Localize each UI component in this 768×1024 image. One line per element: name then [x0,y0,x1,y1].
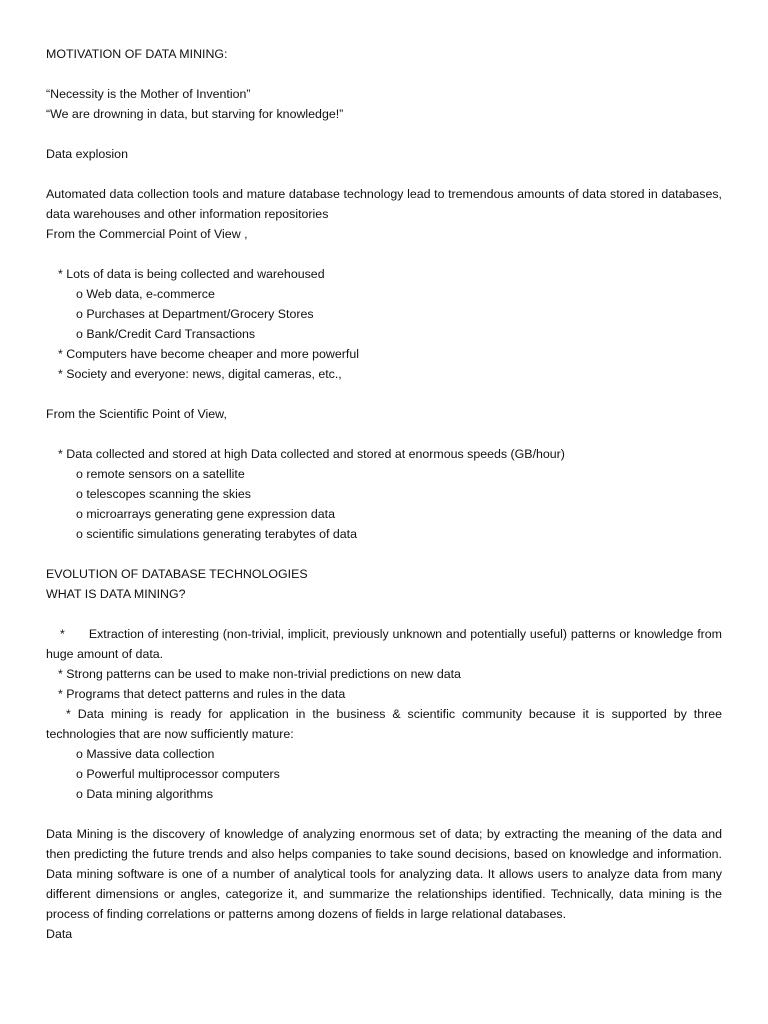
quote-drowning: “We are drowning in data, but starving for knowledge!” [46,107,344,121]
bullet-what-4: * Data mining is ready for application in the business & scientific community because it is supported by three technologies that are now sufficiently mature: [46,707,722,741]
sub-bullet-commercial-1: o Web data, e-commerce [76,287,215,301]
sub-bullet-what-2: o Powerful multiprocessor computers [76,767,280,781]
trailing-text: Data [46,927,73,941]
sub-bullet-scientific-4: o scientific simulations generating terabytes of data [76,527,358,541]
bullet-star: * [60,627,65,641]
subheading-commercial: From the Commercial Point of View , [46,227,248,241]
quote-necessity: “Necessity is the Mother of Invention” [46,87,251,101]
spacer [46,424,722,444]
sub-bullet-what-3: o Data mining algorithms [76,787,214,801]
spacer [46,64,722,84]
spacer [46,544,722,564]
spacer [46,384,722,404]
section-heading-what-is: WHAT IS DATA MINING? [46,587,186,601]
bullet-what-2: * Strong patterns can be used to make non-trivial predictions on new data [58,667,461,681]
bullet-what-1 [46,624,722,664]
subheading-scientific: From the Scientific Point of View, [46,407,227,421]
sub-bullet-commercial-2: o Purchases at Department/Grocery Stores [76,307,314,321]
spacer [46,604,722,624]
paragraph-definition: Data Mining is the discovery of knowledge of analyzing enormous set of data; by extracting the meaning of the data and then predicting the future trends and also helps companies to take sound decisions, based on knowledge and information. Data mining software is one of a number of analytical tools for analyzing data. It allows users to analyze data from many different dimensions or angles, categorize it, and summarize the relationships identified. Technically, data mining is the process of finding correlations or patterns among dozens of fields in large relational databases. [46,827,722,921]
paragraph-data-explosion: Automated data collection tools and mature database technology lead to tremendous amounts of data stored in databases, data warehouses and other information repositories [46,187,722,221]
spacer [46,124,722,144]
sub-bullet-scientific-2: o telescopes scanning the skies [76,487,251,501]
spacer [46,244,722,264]
sub-bullet-commercial-3: o Bank/Credit Card Transactions [76,327,256,341]
sub-bullet-what-1: o Massive data collection [76,747,215,761]
bullet-what-1-text: Extraction of interesting (non-trivial, implicit, previously unknown and potentially useful) patterns or knowledge from huge amount of data. [46,627,722,661]
bullet-scientific-1: * Data collected and stored at high Data collected and stored at enormous speeds (GB/hour) [58,447,565,461]
spacer [46,164,722,184]
bullet-commercial-1: * Lots of data is being collected and warehoused [58,267,325,281]
bullet-commercial-2: * Computers have become cheaper and more powerful [58,347,359,361]
sub-bullet-scientific-1: o remote sensors on a satellite [76,467,245,481]
spacer [46,804,722,824]
bullet-commercial-3: * Society and everyone: news, digital cameras, etc., [58,367,342,381]
subheading-data-explosion: Data explosion [46,147,128,161]
bullet-what-3: * Programs that detect patterns and rules in the data [58,687,346,701]
section-heading-motivation: MOTIVATION OF DATA MINING: [46,47,228,61]
document-page [46,44,722,944]
section-heading-evolution: EVOLUTION OF DATABASE TECHNOLOGIES [46,567,308,581]
sub-bullet-scientific-3: o microarrays generating gene expression data [76,507,335,521]
